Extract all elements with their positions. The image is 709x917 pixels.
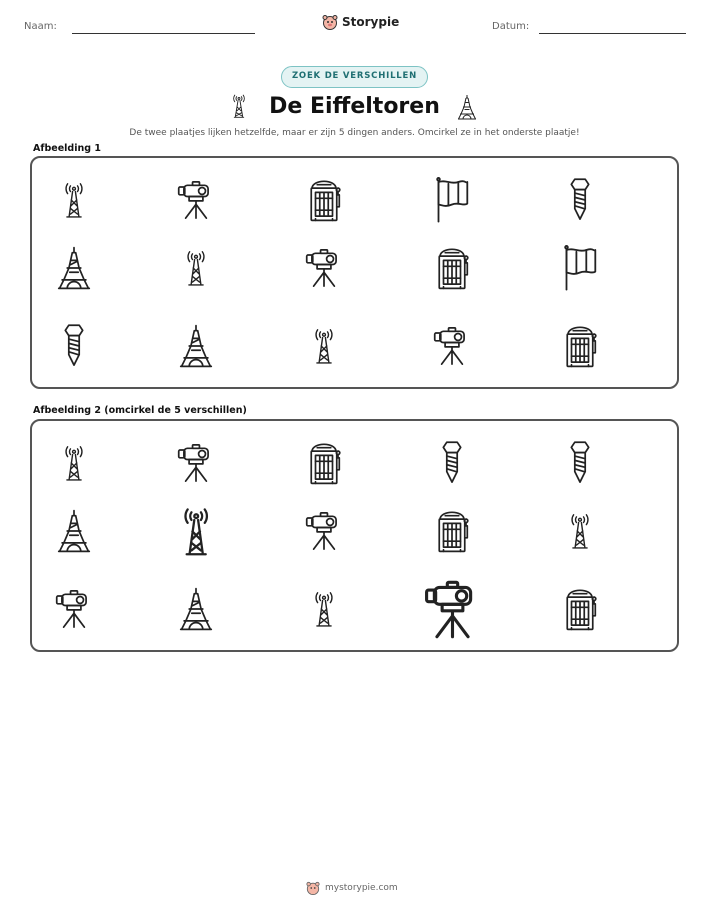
antenna-icon[interactable] (34, 430, 114, 496)
brand-logo (322, 14, 399, 30)
picture-1-label: Afbeelding 1 (33, 143, 101, 154)
instructions-text: De twee plaatjes lijken hetzelfde, maar er zijn 5 dingen anders. Omcirkel ze in het onderste plaatje! (129, 128, 580, 138)
date-label: Datum: (492, 21, 530, 32)
elevator-cage-icon (540, 313, 620, 379)
bolt-icon[interactable] (412, 430, 492, 496)
surveyor-level-icon (156, 167, 236, 233)
title-eiffel-tower-icon (457, 92, 477, 122)
elevator-cage-icon[interactable] (540, 576, 620, 642)
footer-url: mystorypie.com (325, 883, 398, 893)
surveyor-level-icon[interactable] (412, 576, 492, 642)
storypie-mascot-icon (306, 881, 320, 895)
antenna-icon[interactable] (540, 498, 620, 564)
eiffel-tower-icon[interactable] (34, 498, 114, 564)
elevator-cage-icon (412, 235, 492, 301)
surveyor-level-icon[interactable] (284, 498, 364, 564)
elevator-cage-icon[interactable] (412, 498, 492, 564)
bolt-icon[interactable] (540, 430, 620, 496)
surveyor-level-icon (284, 235, 364, 301)
antenna-icon[interactable] (156, 498, 236, 564)
eiffel-tower-icon (34, 235, 114, 301)
date-line[interactable] (539, 33, 686, 34)
brand-name: Storypie (342, 15, 400, 29)
elevator-cage-icon[interactable] (284, 430, 364, 496)
flag-icon (412, 167, 492, 233)
antenna-icon (156, 235, 236, 301)
surveyor-level-icon[interactable] (156, 430, 236, 496)
surveyor-level-icon[interactable] (34, 576, 114, 642)
picture-2-panel[interactable] (30, 419, 679, 652)
activity-badge: ZOEK DE VERSCHILLEN (281, 66, 428, 88)
bolt-icon (540, 167, 620, 233)
antenna-icon[interactable] (284, 576, 364, 642)
page-title: De Eiffeltoren (269, 94, 440, 119)
elevator-cage-icon (284, 167, 364, 233)
bolt-icon (34, 313, 114, 379)
surveyor-level-icon (412, 313, 492, 379)
picture-2-label: Afbeelding 2 (omcirkel de 5 verschillen) (33, 405, 247, 416)
storypie-mascot-icon (322, 14, 338, 30)
antenna-icon (284, 313, 364, 379)
name-label: Naam: (24, 21, 57, 32)
footer (306, 881, 398, 895)
eiffel-tower-icon[interactable] (156, 576, 236, 642)
name-line[interactable] (72, 33, 255, 34)
eiffel-tower-icon (156, 313, 236, 379)
flag-icon (540, 235, 620, 301)
antenna-icon (34, 167, 114, 233)
picture-1-panel (30, 156, 679, 389)
